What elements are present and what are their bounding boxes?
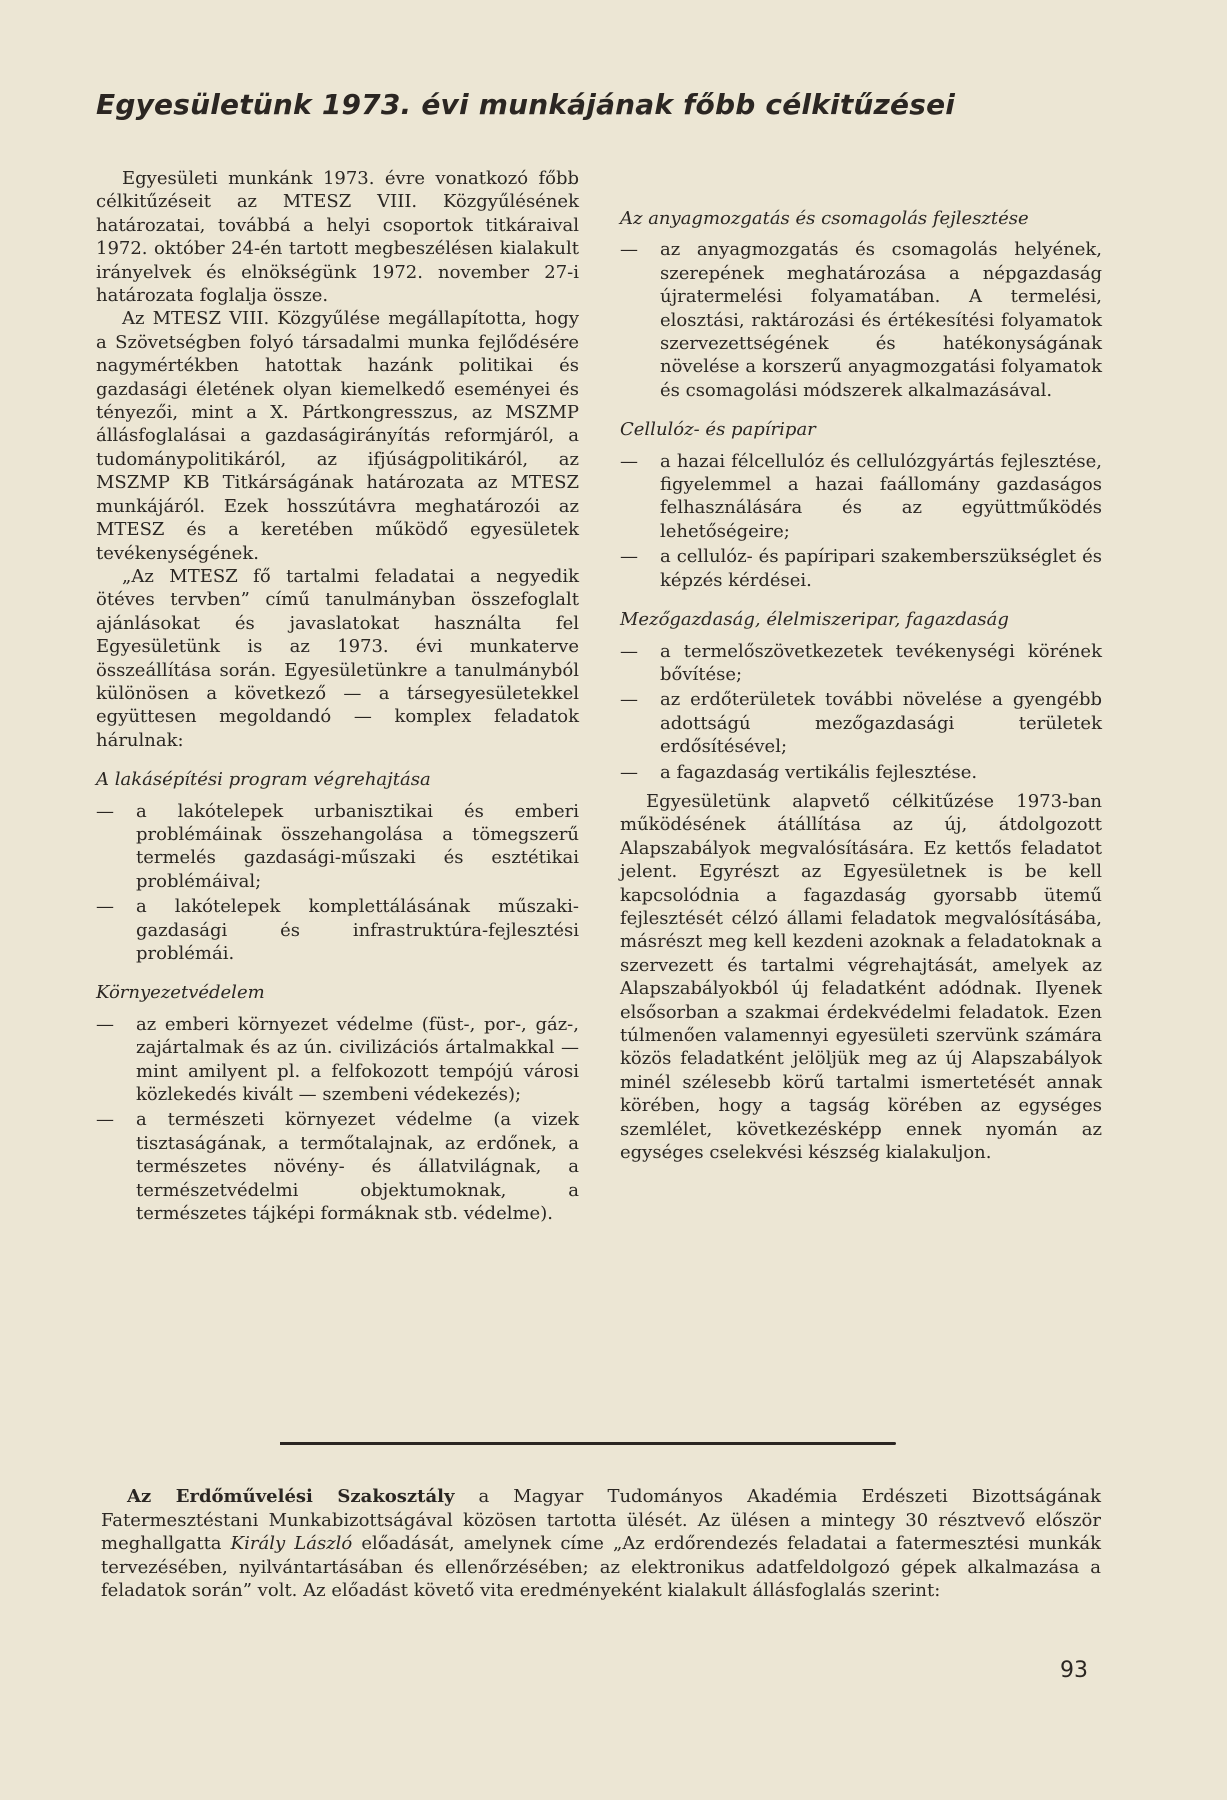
section-heading-materials-handling: Az anyagmozgatás és csomagolás fejlesztése [620,208,1029,229]
list-item: — az anyagmozgatás és csomagolás helyének, szerepének meghatározása a népgazdaság újratermelési folyamatában. A termelési, elosztási, raktározási és értékesítési folyamatok szervezettségének és hatékonyságának növelése a korszerű anyagmozgatási folyamatok és csomagolási módszerek alkalmazásával. [620,238,1102,402]
list-item: — az emberi környezet védelme (füst-, por-, gáz-, zajártalmak és az ún. civilizációs ártalmakkal — mint amilyent pl. a felfokozott tempójú városi közlekedés kivált — szembeni védekezés); [96,1013,579,1107]
page-number: 93 [1060,1658,1088,1683]
report-text-2: előadását, amelynek címe „Az erdőrendezés feladatai a fatermesztési munkák tervezésében, nyilvántartásában és ellenőrzésében; az elektronikus adatfeldolgozó gépek alkalmazása a feladatok során” volt. Az előadást követő vita eredményeként kialakult állásfoglalás szerint: [101,1533,1101,1602]
environment-list [96,1013,579,1226]
list-item: — a fagazdaság vertikális fejlesztése. [620,761,1102,784]
intro-paragraph-1: Egyesületi munkánk 1973. évre vonatkozó főbb célkitűzéseit az MTESZ VIII. Közgyűlésének határozatai, továbbá a helyi csoportok titkáraival 1972. október 24-én tartott megbeszélésen kialakult irányelvek és elnökségünk 1972. november 27-i határozata foglalja össze. [96,168,579,307]
page-title: Egyesületünk 1973. évi munkájának főbb célkitűzései [96,88,956,121]
list-item: — a cellulóz- és papíripari szakemberszükséglet és képzés kérdései. [620,545,1102,592]
intro-paragraph-2: Az MTESZ VIII. Közgyűlése megállapította, hogy a Szövetségben folyó társadalmi munka fejlődésére nagymértékben hatottak hazánk politikai és gazdasági életének olyan kiemelkedő eseményei és tényezői, mint a X. Pártkongresszus, az MSZMP állásfoglalásai a gazdaságirányítás reformjáról, a tudománypolitikáról, az ifjúságpolitikáról, az MSZMP KB Titkárságának határozata az MTESZ munkájáról. Ezek hosszútávra meghatározói az MTESZ és a keretében működő egyesületek tevékenységének. [96,308,579,564]
paper-industry-list [620,450,1102,592]
agriculture-list [620,640,1102,784]
section-heading-paper-industry: Cellulóz- és papíripar [620,419,816,441]
housing-list [96,800,579,966]
list-item: — a lakótelepek komplettálásának műszaki-gazdasági és infrastruktúra-fejlesztési problémái. [96,895,579,965]
list-item: — a lakótelepek urbanisztikai és emberi problémáinak összehangolása a tömegszerű termelés gazdasági-műszaki és esztétikai problémáival; [96,800,579,894]
report-lead: Az Erdőművelési Szakosztály [127,1486,455,1507]
list-item: — a hazai félcellulóz és cellulózgyártás fejlesztése, figyelemmel a hazai faállomány gazdaságos felhasználására és az együttműködés lehetőségeire; [620,450,1102,544]
section-heading-housing: A lakásépítési program végrehajtása [96,769,431,791]
list-item: — a természeti környezet védelme (a vizek tisztaságának, a termőtalajnak, az erdőnek, a természetes növény- és állatvilágnak, a természetvédelmi objektumoknak, a természetes tájképi formáknak stb. védelme). [96,1108,579,1225]
section-heading-agriculture: Mezőgazdaság, élelmiszeripar, fagazdaság [620,609,1009,631]
divider-rule [280,1442,896,1445]
materials-handling-list [620,238,1102,402]
section-heading-environment: Környezetvédelem [96,982,265,1004]
closing-paragraph: Egyesületünk alapvető célkitűzése 1973-ban működésének átállítása az új, átdolgozott Alapszabályok megvalósítására. Ez kettős feladatot jelent. Egyrészt az Egyesületnek is be kell kapcsolódnia a fagazdaság gyorsabb ütemű fejlesztését célzó állami feladatok megvalósításába, másrészt meg kell kezdeni azoknak a feladatoknak a szervezett és tartalmi végrehajtását, amelyek az Alapszabályokból új feladatként adódnak. Ilyenek elsősorban a szakmai érdekvédelmi feladatok. Ezen túlmenően valamennyi egyesületi szervünk számára közös feladatként jelöljük meg az új Alapszabályok minél szélesebb körű tartalmi ismertetését annak körében, hogy a tagság körében az egységes szemlélet, következésképp ennek nyomán az egységes cselekvési készség kialakuljon. [620,790,1102,1164]
intro-paragraph-3: „Az MTESZ fő tartalmi feladatai a negyedik ötéves tervben” című tanulmányban összefoglalt ajánlásokat és javaslatokat használta fel Egyesületünk is az 1973. évi munkaterve összeállítása során. Egyesületünkre a tanulmányból különösen a következő — a társegyesületekkel együttesen megoldandó — komplex feladatok hárulnak: [96,565,579,751]
left-column [96,167,579,1229]
report-paragraph [101,1485,1101,1603]
speaker-name: Király László [230,1533,353,1555]
report-text: a Magyar Tudományos Akadémia Erdészeti Bizottságának Fatermesztéstani Munkabizottságával közösen tartotta ülését. Az ülésen a mintegy 30 résztvevő először meghallgatta [101,1486,1101,1555]
list-item: — az erdőterületek további növelése a gyengébb adottságú mezőgazdasági területek erdősítésével; [620,688,1102,758]
list-item: — a termelőszövetkezetek tevékenységi körének bővítése; [620,640,1102,687]
right-column [620,167,1102,1164]
